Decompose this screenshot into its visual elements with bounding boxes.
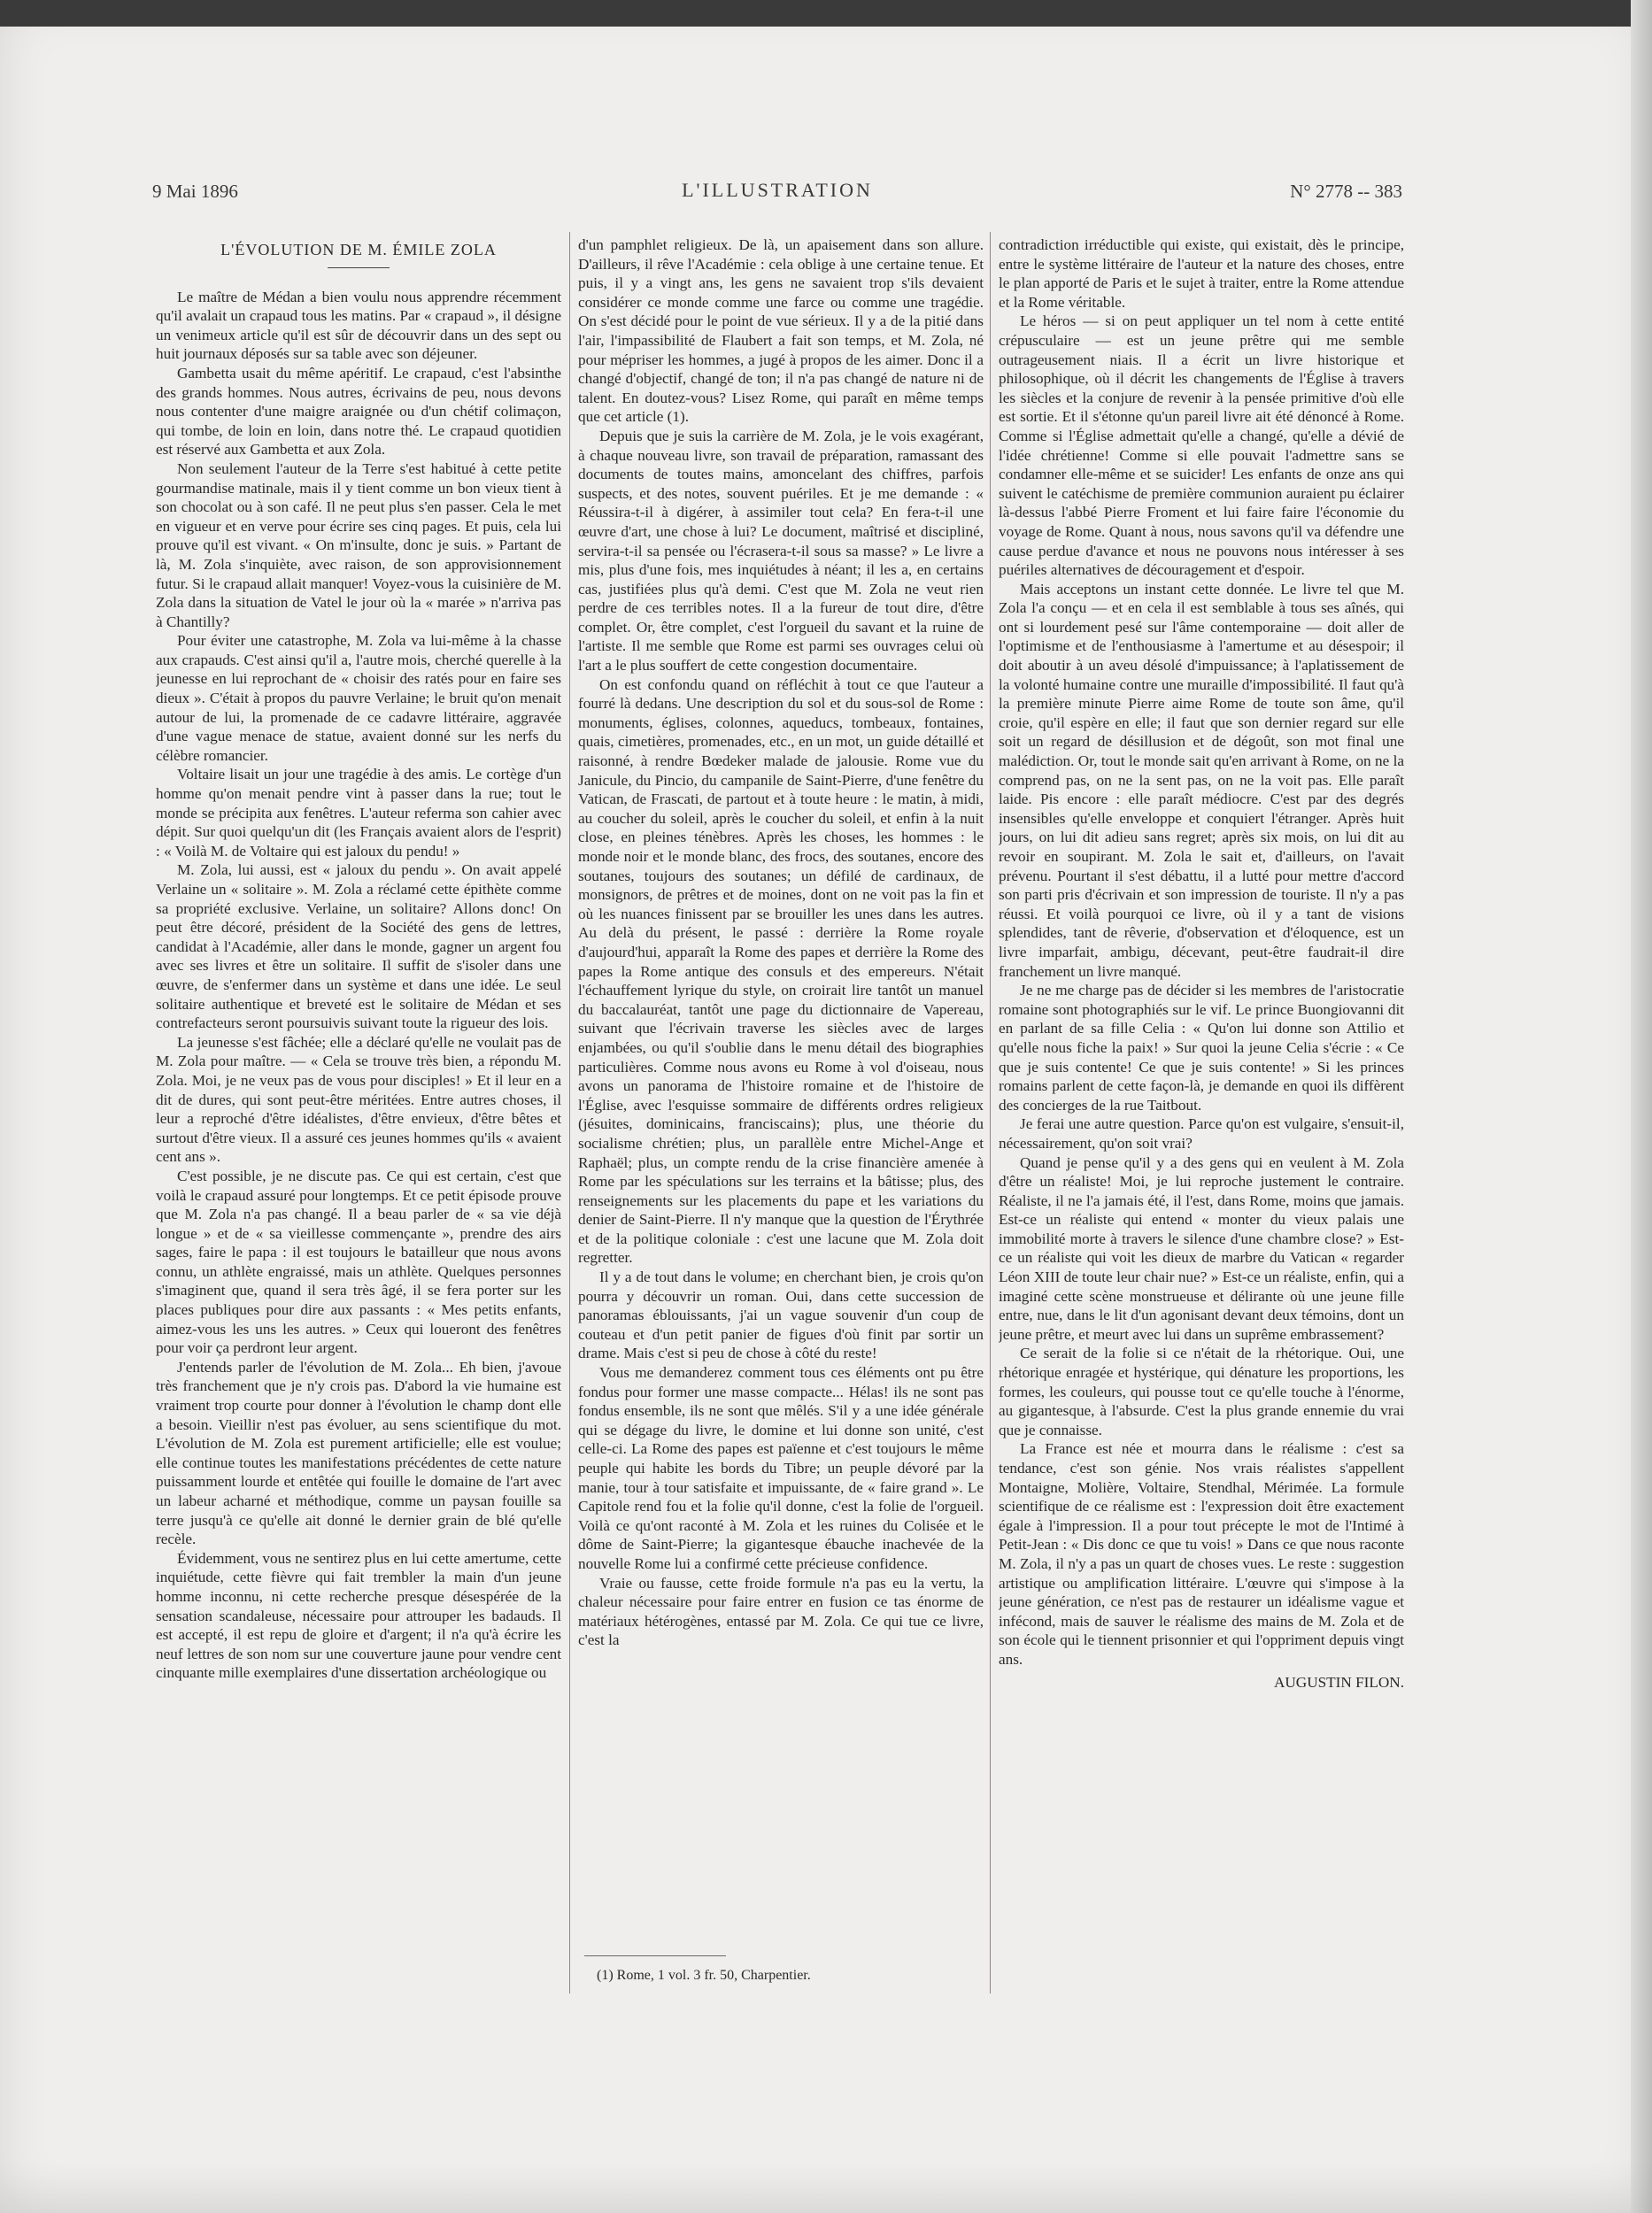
article-paragraph: Je ferai une autre question. Parce qu'on est vulgaire, s'ensuit-il, nécessairement, qu'on soit vrai? <box>999 1115 1404 1152</box>
article-column-2 <box>578 235 984 1962</box>
header-separator: -- <box>1357 181 1370 202</box>
article-paragraph: Je ne me charge pas de décider si les membres de l'aristocratie romaine sont photographiés sur le vif. Le prince Buongiovanni dit en parlant de sa fille Celia : « Qu'on lui donne son Attilio et qu'elle nous fiche la paix! » Sur quoi la jeune Celia s'écrie : « Ce que je suis contente! Ce que je suis contente! » Si les princes romains parlent de cette façon-là, je demande en quoi ils diffèrent des concierges de la rue Taitbout. <box>999 982 1404 1114</box>
article-paragraph: Vraie ou fausse, cette froide formule n'a pas eu la vertu, la chaleur nécessaire pour faire entrer en fusion ce tas énorme de matériaux hétérogènes, entassé par M. Zola. Ce qui tue ce livre, c'est la <box>578 1574 984 1649</box>
article-paragraph: On est confondu quand on réfléchit à tout ce que l'auteur a fourré là dedans. Une description du sol et du sous-sol de Rome : monuments, églises, colonnes, aqueducs, tombeaux, fontaines, quais, cimetières, promenades, etc., en un mot, un guide détaillé et raisonné, à rendre Bœdeker malade de jalousie. Rome vue du Janicule, du Pincio, du campanile de Saint-Pierre, d'une fenêtre du Vatican, de Frascati, de partout et à toute heure : le matin, à midi, au coucher du soleil, après le coucher du soleil, et enfin à la nuit close, en pleines ténèbres. Après les choses, les hommes : le monde noir et le monde blanc, des frocs, des soutanes, encore des soutanes, toujours des soutanes; un défilé de cardinaux, de monsignors, de prêtres et de moines, dont on ne voit pas la fin et où les nuances finissent par se brouiller les unes dans les autres. Au delà du présent, le passé : derrière la Rome royale d'aujourd'hui, apparaît la Rome des papes et derrière la Rome des papes la Rome antique des consuls et des empereurs. N'était l'échauffement lyrique du style, on croirait lire tantôt un manuel du baccalauréat, tantôt une page du dictionnaire de Vapereau, suivant que l'écrivain traverse les siècles avec de larges enjambées, ou qu'il s'oublie dans le menu détail des biographies particulières. Comme nous avons eu Rome à vol d'oiseau, nous avons un panorama de l'histoire romaine et de l'histoire de l'Église, avec l'esquisse sommaire de différents ordres religieux (jésuites, dominicains, franciscains); plus, une théorie du socialisme chrétien; plus, un parallèle entre Michel-Ange et Raphaël; plus, un compte rendu de la crise financière amenée à Rome par les spéculations sur les terrains et la bâtisse; plus, des renseignements sur les placements du pape et les variations du denier de Saint-Pierre. Il n'y manque que la question de l'Érythrée et de la politique coloniale : c'est une lacune que M. Zola doit regretter. <box>578 675 984 1267</box>
article-column-3 <box>999 235 1404 1692</box>
page-header <box>152 177 1402 209</box>
article-paragraph: Quand je pense qu'il y a des gens qui en veulent à M. Zola d'être un réaliste! Moi, je lui reproche justement le contraire. Réaliste, il ne l'a jamais été, il l'est, dans Rome, moins que jamais. Est-ce un réaliste qui entend « monter du vieux palais une immobilité morte à travers le silence d'une chambre close? » Est-ce un réaliste qui voit les dieux de marbre du Vatican « regarder Léon XIII de toute leur chair nue? » Est-ce un réaliste, enfin, qui a imaginé cette scène monstrueuse et délirante où une jeune fille entre, nue, dans le lit d'un agonisant devant deux témoins, dont un jeune prêtre, et meurt avec lui dans un suprême embrassement? <box>999 1153 1404 1343</box>
article-paragraph: Pour éviter une catastrophe, M. Zola va lui-même à la chasse aux crapauds. C'est ainsi qu'il a, l'autre mois, cherché querelle à la jeunesse en lui reprochant de « choisir des ratés pour en faire ses dieux ». C'était à propos du pauvre Verlaine; le bruit qu'on menait autour de lui, la promenade de ce cadavre littéraire, aggravée d'une vague menace de statue, avaient donné sur les nerfs du célèbre romancier. <box>156 632 561 764</box>
article-paragraph: Il y a de tout dans le volume; en cherchant bien, je crois qu'on pourra y découvrir un roman. Oui, dans cette succession de panoramas éblouissants, j'ai un vague souvenir d'un coup de couteau et d'un petit panier de figues d'où finit par sortir un drame. Mais c'est si peu de chose à côté du reste! <box>578 1268 984 1362</box>
footnote-divider <box>584 1955 726 1956</box>
article-paragraph: La France est née et mourra dans le réalisme : c'est sa tendance, c'est son génie. Nos vrais réalistes s'appellent Montaigne, Molière, Voltaire, Stendhal, Mérimée. La formule scientifique de ce réalisme est : l'expression doit être exactement égale à l'impression. Il a pour tout précepte le mot de l'Intimé à Petit-Jean : « Dis donc ce que tu vois! » Dans ce que nous raconte M. Zola, il n'y a pas un quart de choses vues. Le reste : suggestion artistique ou amplification littéraire. L'œuvre qui s'impose à la jeune génération, ce n'est pas de restaurer un idéalisme vague et infécond, mais de sauver le réalisme des mains de M. Zola et de son école qui le tiennent prisonnier et qui l'oppriment depuis vingt ans. <box>999 1440 1404 1668</box>
issue-and-page <box>1290 181 1402 203</box>
scan-right-edge <box>1631 0 1652 2213</box>
article-paragraph: Vous me demanderez comment tous ces éléments ont pu être fondus pour former une masse compacte... Hélas! ils ne sont pas fondus ensemble, ils ne sont que mêlés. S'il y a une idée générale qui se dégage du livre, le domine et lui donne son unité, c'est celle-ci. La Rome des papes est païenne et c'est toujours le même peuple qui habite les bords du Tibre; un peuple dévoré par la manie, tour à tour satisfaite et impuissante, de « faire grand ». Le Capitole rend fou et la folie qu'il donne, c'est la folie de l'orgueil. Voilà ce qu'ont raconté à M. Zola et les ruines du Colisée et le dôme de Saint-Pierre; la gigantesque ébauche inachevée de la nouvelle Rome lui a confirmé cette précieuse confidence. <box>578 1364 984 1572</box>
article-paragraph: C'est possible, je ne discute pas. Ce qui est certain, c'est que voilà le crapaud assuré pour longtemps. Et ce petit épisode prouve que M. Zola n'a pas changé. Il a beau parler de « sa vie déjà longue » et de « sa vieillesse commençante », prendre des airs sages, faire le papa : il est toujours le batailleur que nous avons connu, un athlète engraissé, mais un athlète. Quelques personnes s'imaginent que, quand il sera très âgé, il se fera porter sur les places publiques pour dire aux passants : « Mes petits enfants, aimez-vous les uns les autres. » Ceux qui loueront des fenêtres pour voir ça perdront leur argent. <box>156 1167 561 1357</box>
publication-title: L'ILLUSTRATION <box>682 179 873 201</box>
footnote: (1) Rome, 1 vol. 3 fr. 50, Charpentier. <box>597 1968 811 1983</box>
article-paragraph: Le héros — si on peut appliquer un tel nom à cette entité crépusculaire — est un jeune prêtre qui me semble outrageusement niais. Il a écrit un livre historique et philosophique, où il décrit les changements de l'Église à travers les siècles et la conjure de revenir à la pensée primitive d'où elle est sortie. Et il s'étonne qu'un pareil livre ait été dénoncé à Rome. Comme si l'Église admettait qu'elle a changé, qu'elle a dévié de l'idée chrétienne! Comme si elle pouvait l'admettre sans se condamner elle-même et se suicider! Les enfants de onze ans qui suivent le catéchisme de première communion auraient pu éclairer là-dessus l'abbé Pierre Froment et lui faire faire l'économie du voyage de Rome. Quant à nous, nous savons qu'il va défendre une cause perdue d'avance et nous ne pouvons nous intéresser à ses puériles alternatives de découragement et d'espoir. <box>999 312 1404 579</box>
article-paragraph: Évidemment, vous ne sentirez plus en lui cette amertume, cette inquiétude, cette fièvre qui fait trembler la main d'un jeune homme inconnu, ni cette recherche presque désespérée de la sensation scandaleuse, nécessaire pour attrouper les badauds. Il est accepté, il est repu de gloire et d'argent; il n'a qu'à écrire les neuf lettres de son nom sur une couverture jaune pour vendre cent cinquante mille exemplaires d'une dissertation archéologique ou <box>156 1549 561 1682</box>
article-paragraph: M. Zola, lui aussi, est « jaloux du pendu ». On avait appelé Verlaine un « solitaire ». M. Zola a réclamé cette épithète comme sa propriété exclusive. Verlaine, un solitaire? Allons donc! On peut être décoré, président de la Société des gens de lettres, candidat à l'Académie, aller dans le monde, gagner un argent fou avec ses livres et être un solitaire. Il suffit de s'isoler dans une œuvre, de s'enfermer dans un système et dans une idée. Le seul solitaire authentique et breveté est le solitaire de Médan et ses contrefacteurs seront poursuivis suivant toute la rigueur des lois. <box>156 861 561 1032</box>
article-paragraph: J'entends parler de l'évolution de M. Zola... Eh bien, j'avoue très franchement que je n'y crois pas. D'abord la vie humaine est vraiment trop courte pour donner à l'évolution le champ dont elle a besoin. Vieillir n'est pas évoluer, au sens scientifique du mot. L'évolution de M. Zola est purement artificielle; elle est voulue; elle continue toutes les manifestations précédentes de cette nature puissamment lourde et entêtée qui fouille le domaine de l'art avec un labeur acharné et méthodique, comme un paysan fouille sa terre jusqu'à ce qu'elle ait donné le dernier grain de blé qu'elle recèle. <box>156 1358 561 1548</box>
page-number: 383 <box>1374 181 1402 202</box>
issue-number: N° 2778 <box>1290 181 1353 202</box>
column-divider <box>569 232 570 1993</box>
article-paragraph: La jeunesse s'est fâchée; elle a déclaré qu'elle ne voulait pas de M. Zola pour maître. — « Cela se trouve très bien, a répondu M. Zola. Moi, je ne veux pas de vous pour disciples! » Et il leur en a dit de dures, qui sont peut-être méritées. Entre autres choses, il leur a reproché d'être idéalistes, d'être envieux, d'être bêtes et surtout d'être vieux. Il a assuré ces jeunes hommes qu'ils « avaient cent ans ». <box>156 1033 561 1166</box>
article-paragraph: Ce serait de la folie si ce n'était de la rhétorique. Oui, une rhétorique enragée et hystérique, qui dénature les proportions, les formes, les couleurs, qui pousse tout ce qu'elle touche à l'énorme, au gigantesque, à l'absurde. C'est la plus grande ennemie du vrai que je connaisse. <box>999 1345 1404 1438</box>
title-underline <box>328 267 390 268</box>
article-paragraph: contradiction irréductible qui existe, qui existait, dès le principe, entre le système littéraire de l'auteur et la nature des choses, entre le plan apporté de Paris et le sujet à traiter, entre la Rome attendue et la Rome véritable. <box>999 236 1404 311</box>
page-shadow <box>0 2160 1652 2213</box>
article-paragraph: Depuis que je suis la carrière de M. Zola, je le vois exagérant, à chaque nouveau livre, son travail de préparation, ramassant des documents de toutes mains, amoncelant des chiffres, parfois suspects, et des notes, souvent puériles. Et je me demande : « Réussira-t-il à digérer, à assimiler tout cela? En fera-t-il une œuvre d'art, une chose à lui? Le document, maîtrisé et discipliné, servira-t-il sa pensée ou l'écrasera-t-il sous sa masse? » Le livre a mis, plus d'une fois, mes inquiétudes à néant; il les a, en certains cas, justifiées plus qu'à demi. C'est que M. Zola ne veut rien perdre de ces terribles notes. Il a la fureur de tout dire, d'être complet. Or, être complet, c'est l'orgueil du savant et la ruine de l'artiste. Il me semble que Rome est parmi ses ouvrages celui où l'art a le plus souffert de cette congestion documentaire. <box>578 427 984 675</box>
article-paragraph: Gambetta usait du même apéritif. Le crapaud, c'est l'absinthe des grands hommes. Nous autres, écrivains de peu, nous devons nous contenter d'une maigre araignée ou d'un chétif colimaçon, qui tombe, de loin en loin, dans notre thé. Le crapaud quotidien est réservé aux Gambetta et aux Zola. <box>156 364 561 459</box>
article-paragraph: Mais acceptons un instant cette donnée. Le livre tel que M. Zola l'a conçu — et en cela il est semblable à tous ses aînés, qui ont si lourdement pesé sur l'âme contemporaine — doit aller de l'optimisme et de l'enthousiasme à l'amertume et au désespoir; il doit aboutir à un aveu désolé d'impuissance; à l'aplatissement de la volonté humaine contre une muraille d'impossibilité. Il faut qu'à la première minute Pierre aime Rome de toute son âme, qu'il croie, qu'il espère en elle; il faut que son dernier regard sur elle soit un regard de désillusion et de dégoût, son mot final une malédiction. Or, tout le monde sait qu'en arrivant à Rome, on ne la comprend pas, on ne la sent pas, on ne la voit pas. Elle paraît laide. Pis encore : elle paraît médiocre. C'est par des degrés insensibles qu'elle enveloppe et conquiert l'étranger. Après huit jours, on lui dit adieu sans regret; après six mois, on lui dit au revoir en soupirant. M. Zola le sait et, d'ailleurs, on l'avait prévenu. Pourtant il s'est débattu, il a lutté pour mettre d'accord son parti pris d'écrivain et son impression de touriste. Il n'y a pas réussi. Et voilà pourquoi ce livre, où il y a tant de visions splendides, tant de rêverie, d'observation et d'éloquence, est un livre imparfait, ambigu, décevant, peut-être faudrait-il dire franchement un livre manqué. <box>999 580 1404 980</box>
issue-date: 9 Mai 1896 <box>152 181 238 202</box>
article-paragraph: Non seulement l'auteur de la Terre s'est habitué à cette petite gourmandise matinale, mais il y tient comme un bon vieux tient à son chocolat ou à son café. Il ne peut plus s'en passer. Cela le met en vigueur et en verve pour écrire ses cinq pages. Et puis, cela lui prouve qu'il est vivant. « On m'insulte, donc je suis. » Partant de là, M. Zola s'inquiète, avec raison, de son approvisionnement futur. Si le crapaud allait manquer! Voyez-vous la cuisinière de M. Zola dans la situation de Vatel le jour où la « marée » n'arriva pas à Chantilly? <box>156 459 561 630</box>
article-paragraph: Le maître de Médan a bien voulu nous apprendre récemment qu'il avalait un crapaud tous les matins. Par « crapaud », il désigne un venimeux article qu'il est sûr de découvrir dans un des sept ou huit journaux déposés sur sa table avec son déjeuner. <box>156 288 561 363</box>
scan-top-border <box>0 0 1652 27</box>
article-paragraph: Voltaire lisait un jour une tragédie à des amis. Le cortège d'un homme qu'on menait pendre vint à passer dans la rue; tout le monde se précipita aux fenêtres. L'auteur referma son cahier avec dépit. Sur quoi quelqu'un dit (les Français avaient alors de l'esprit) : « Voilà M. de Voltaire qui est jaloux du pendu! » <box>156 766 561 860</box>
column-divider <box>990 232 991 1993</box>
article-title: L'ÉVOLUTION DE M. ÉMILE ZOLA <box>220 241 497 258</box>
author-signature: AUGUSTIN FILON. <box>1273 1673 1404 1691</box>
article-paragraph: d'un pamphlet religieux. De là, un apaisement dans son allure. D'ailleurs, il rêve l'Académie : cela oblige à une certaine tenue. Et puis, il y a vingt ans, les gens ne savaient trop s'ils devaient considérer ce monde comme une farce ou comme une tragédie. On s'est décidé pour le point de vue sérieux. Il y a de la pitié dans l'air, l'impassibilité de Flaubert a fait son temps, et M. Zola, né pour mépriser les hommes, a jugé à propos de les aimer. Donc il a changé d'objectif, changé de ton; il n'a pas changé de nature ni de talent. En doutez-vous? Lisez Rome, qui paraît en même temps que cet article (1). <box>578 236 984 426</box>
article-column-1 <box>156 235 561 1683</box>
